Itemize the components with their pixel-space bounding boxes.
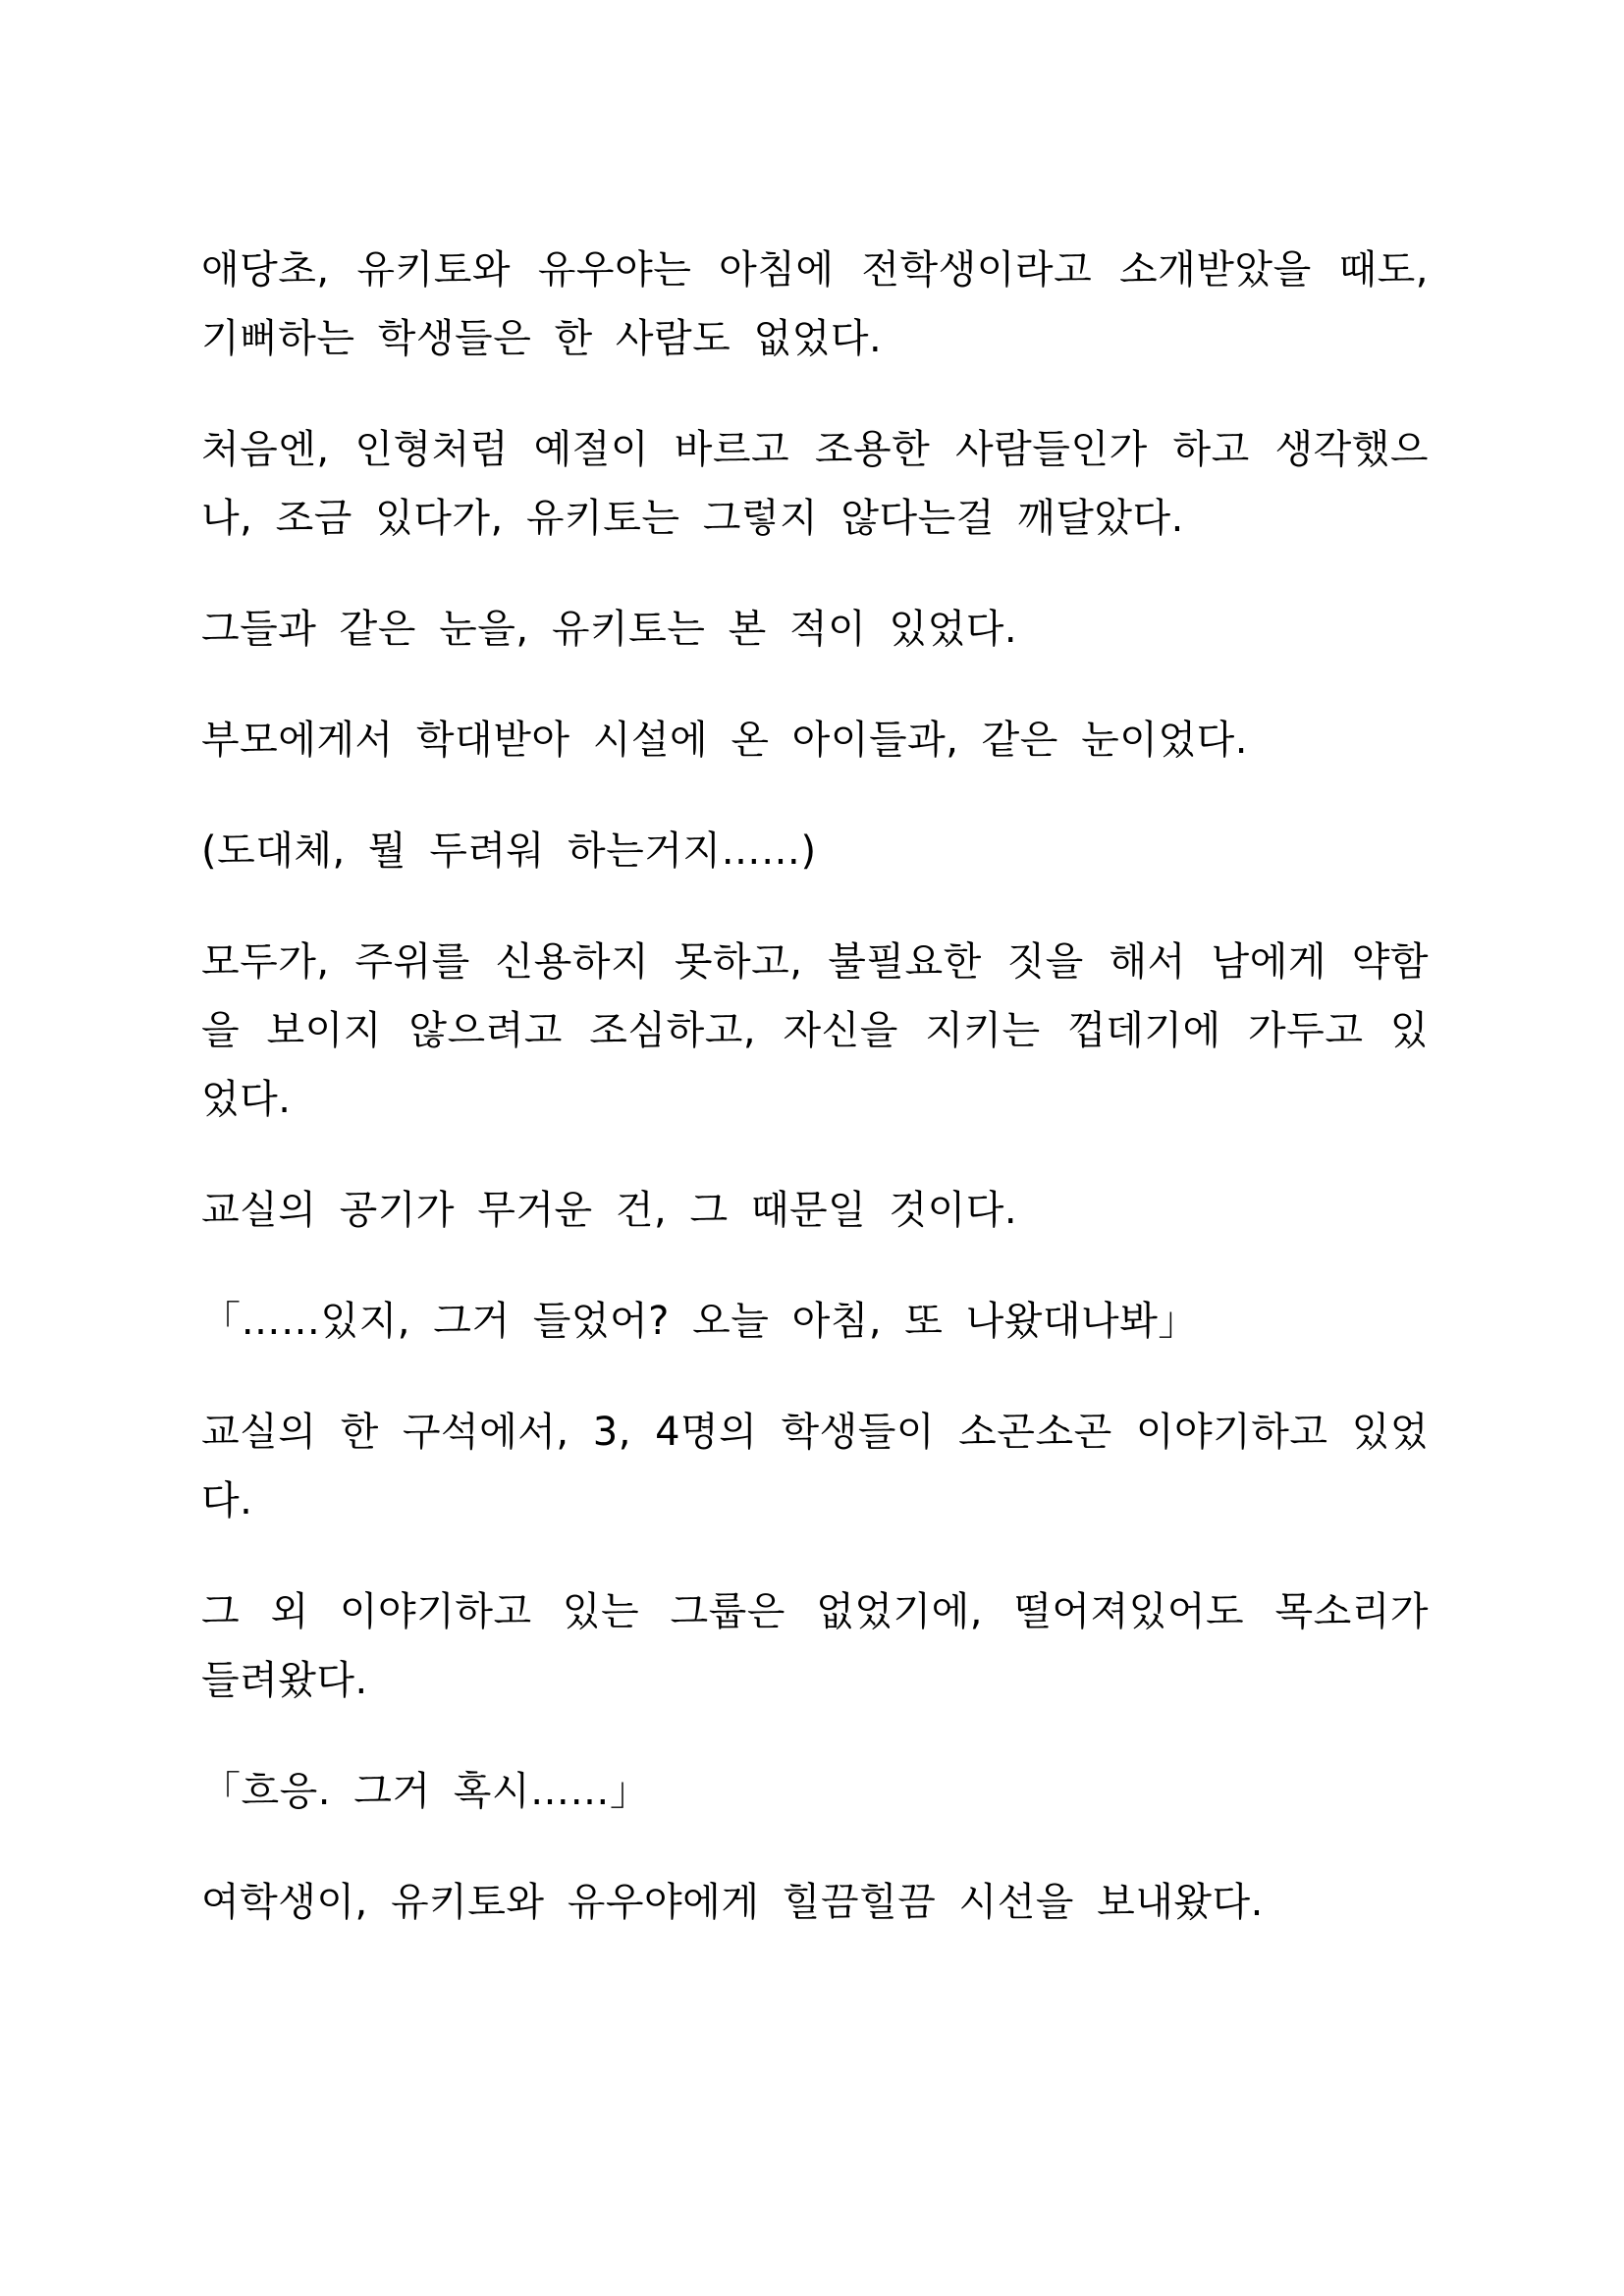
body-text: [201, 236, 1429, 1979]
dialogue-line: 「흐응. 그거 혹시……」: [201, 1769, 650, 1814]
dialogue-line: 「……있지, 그거 들었어? 오늘 아침, 또 나왔대나봐」: [201, 1299, 1198, 1344]
paragraph: 여학생이, 유키토와 유우야에게 힐끔힐끔 시선을 보내왔다.: [201, 1880, 1264, 1925]
paragraph: 그들과 같은 눈을, 유키토는 본 적이 있었다.: [201, 607, 1018, 652]
paragraph: 애당초, 유키토와 유우야는 아침에 전학생이라고 소개받았을 때도, 기뻐하는 학생들은 한 사람도 없었다.: [201, 247, 1429, 361]
paragraph: 교실의 한 구석에서, 3, 4명의 학생들이 소곤소곤 이야기하고 있었다.: [201, 1410, 1429, 1523]
paragraph: 교실의 공기가 무거운 건, 그 때문일 것이다.: [201, 1188, 1018, 1233]
paragraph: 그 외 이야기하고 있는 그룹은 없었기에, 떨어져있어도 목소리가 들려왔다.: [201, 1589, 1429, 1703]
paragraph: 부모에게서 학대받아 시설에 온 아이들과, 같은 눈이었다.: [201, 718, 1248, 763]
paragraph: 처음엔, 인형처럼 예절이 바르고 조용한 사람들인가 하고 생각했으나, 조금 있다가, 유키토는 그렇지 않다는걸 깨달았다.: [201, 427, 1429, 541]
paragraph: 모두가, 주위를 신용하지 못하고, 불필요한 짓을 해서 남에게 약함을 보이지 않으려고 조심하고, 자신을 지키는 껍데기에 가두고 있었다.: [201, 939, 1429, 1122]
paragraph: (도대체, 뭘 두려워 하는거지……): [201, 828, 817, 874]
